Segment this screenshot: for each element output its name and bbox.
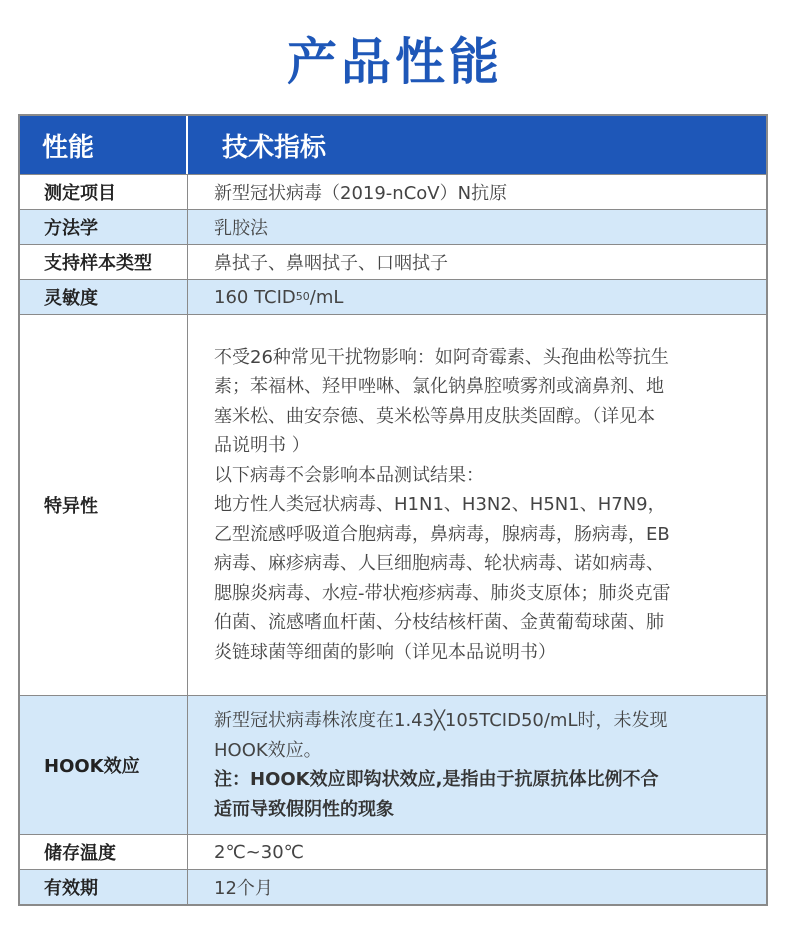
specificity-line: 以下病毒不会影响本品测试结果： bbox=[214, 464, 484, 486]
table-row bbox=[20, 174, 766, 209]
row-value-samples: 鼻拭子、鼻咽拭子、口咽拭子 bbox=[214, 253, 448, 274]
specificity-line: 塞米松、曲安奈德、莫米松等鼻用皮肤类固醇。（详见本 bbox=[214, 405, 655, 427]
row-value-method: 乳胶法 bbox=[214, 218, 268, 239]
table-row bbox=[20, 695, 766, 834]
specificity-line: 素；苯福林、羟甲唑啉、氯化钠鼻腔喷雾剂或滴鼻剂、地 bbox=[214, 376, 664, 398]
specificity-line: 腮腺炎病毒、水痘-带状疱疹病毒、肺炎支原体；肺炎克雷 bbox=[214, 582, 671, 604]
row-value-sensitivity: 160 TCID 50 /mL bbox=[214, 286, 344, 308]
header-performance: 性能 bbox=[20, 116, 188, 174]
hook-note-line: 适而导致假阴性的现象 bbox=[214, 798, 394, 820]
specificity-line: 地方性人类冠状病毒、H1N1、H3N2、H5N1、H7N9， bbox=[214, 494, 666, 516]
row-label-hook: HOOK效应 bbox=[20, 696, 188, 834]
sensitivity-unit: /mL bbox=[309, 286, 344, 308]
row-label-target: 测定项目 bbox=[20, 175, 188, 209]
row-label-storage: 储存温度 bbox=[20, 835, 188, 869]
specificity-line: 品说明书 ） bbox=[214, 435, 310, 457]
row-value-specificity bbox=[188, 315, 766, 695]
header-technical-spec: 技术指标 bbox=[222, 132, 327, 163]
specificity-line: 炎链球菌等细菌的影响（详见本品说明书） bbox=[214, 641, 556, 663]
row-label-sensitivity: 灵敏度 bbox=[20, 280, 188, 314]
page-title: 产品性能 bbox=[287, 33, 503, 91]
row-value-shelf-life: 12个月 bbox=[214, 878, 273, 899]
table-header-row bbox=[20, 116, 766, 174]
row-label-method: 方法学 bbox=[20, 210, 188, 244]
table-row bbox=[20, 834, 766, 869]
spec-table bbox=[18, 114, 768, 906]
specificity-line: 伯菌、流感嗜血杆菌、分枝结核杆菌、金黄葡萄球菌、肺 bbox=[214, 612, 664, 634]
table-row bbox=[20, 869, 766, 904]
row-value-storage: 2℃~30℃ bbox=[214, 841, 304, 863]
hook-line: 新型冠状病毒株浓度在1.43╳105TCID50/mL时，未发现 bbox=[214, 710, 668, 731]
row-value-target: 新型冠状病毒（2019-nCoV）N抗原 bbox=[214, 183, 508, 204]
sensitivity-value: 160 TCID bbox=[214, 286, 296, 308]
table-row bbox=[20, 209, 766, 244]
specificity-line: 乙型流感呼吸道合胞病毒，鼻病毒，腺病毒，肠病毒，EB bbox=[214, 523, 670, 545]
hook-line: HOOK效应。 bbox=[214, 739, 322, 761]
specificity-line: 病毒、麻疹病毒、人巨细胞病毒、轮状病毒、诺如病毒、 bbox=[214, 553, 664, 575]
hook-note-line: 注：HOOK效应即钩状效应,是指由于抗原抗体比例不合 bbox=[214, 769, 659, 790]
row-label-samples: 支持样本类型 bbox=[20, 245, 188, 279]
row-label-specificity: 特异性 bbox=[20, 315, 188, 695]
table-row bbox=[20, 244, 766, 279]
table-row bbox=[20, 279, 766, 314]
row-value-hook bbox=[188, 696, 766, 834]
specificity-line: 不受26种常见干扰物影响：如阿奇霉素、头孢曲松等抗生 bbox=[214, 346, 669, 368]
table-row bbox=[20, 314, 766, 695]
row-label-shelf-life: 有效期 bbox=[20, 870, 188, 904]
